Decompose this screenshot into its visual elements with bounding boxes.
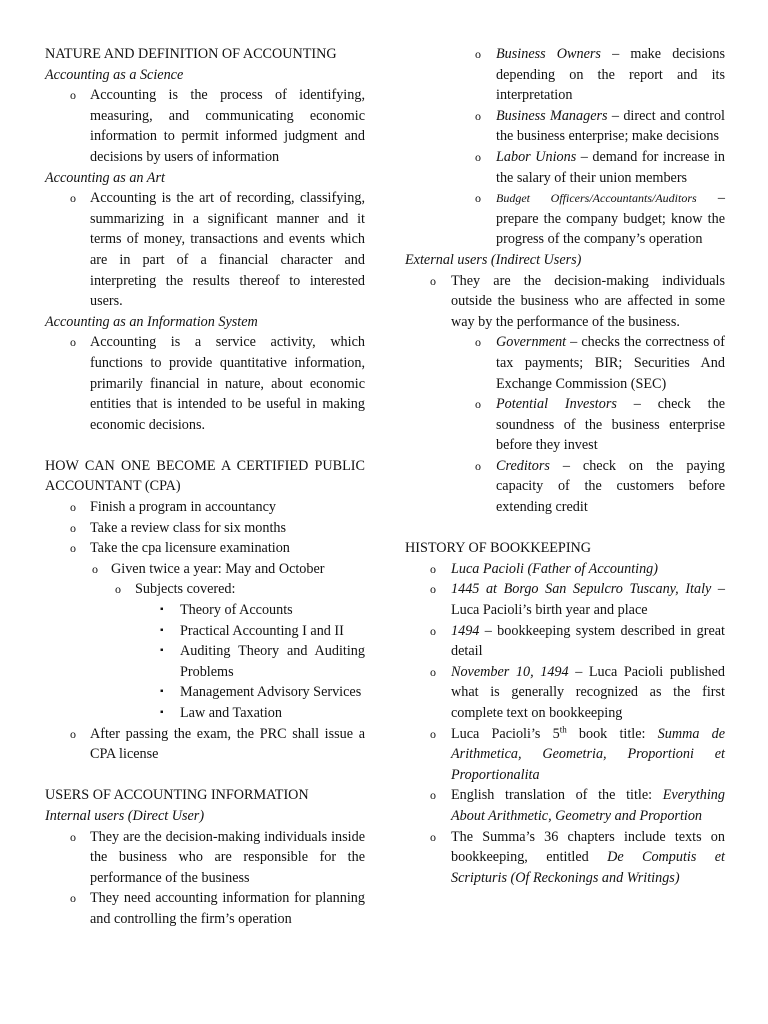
list-item bbox=[45, 641, 365, 682]
circle-bullet-icon: o bbox=[70, 500, 76, 515]
list-item bbox=[45, 85, 365, 167]
list-item bbox=[405, 827, 725, 889]
item-text bbox=[451, 827, 725, 889]
definition: – demand for increase in the salary of their union members bbox=[496, 148, 725, 186]
item-text: Given twice a year: May and October bbox=[111, 560, 325, 577]
list-item bbox=[405, 332, 725, 394]
circle-bullet-icon: o bbox=[475, 108, 481, 123]
spacer bbox=[45, 765, 365, 786]
left-column bbox=[45, 44, 365, 930]
book-title: Summa de Arithmetica, Geometria, Proportioni et Proportionalita bbox=[451, 725, 725, 783]
definition: – check on the paying capacity of the customers before extending credit bbox=[496, 457, 725, 516]
circle-bullet-icon: o bbox=[475, 191, 481, 206]
definition: – Luca Pacioli’s birth year and place bbox=[451, 581, 726, 619]
list-item bbox=[45, 888, 365, 929]
definition: – check the soundness of the business enterprise before they invest bbox=[496, 396, 725, 454]
item-text bbox=[496, 188, 725, 250]
square-bullet-icon: ▪ bbox=[160, 645, 164, 657]
text-part: book title: bbox=[566, 725, 658, 742]
book-title: Everything About Arithmetic, Geometry and Proportion bbox=[451, 787, 725, 824]
circle-bullet-icon: o bbox=[430, 829, 436, 844]
definition: – prepare the company budget; know the progress of the company’s operation bbox=[496, 190, 725, 248]
list-item bbox=[45, 682, 365, 703]
item-text bbox=[496, 106, 725, 147]
superscript: th bbox=[559, 723, 567, 734]
list-item bbox=[45, 518, 365, 539]
term: Luca Pacioli (Father of Accounting) bbox=[451, 560, 658, 577]
square-bullet-icon: ▪ bbox=[160, 624, 164, 636]
term: Creditors bbox=[496, 457, 550, 474]
item-text: Take the cpa licensure examination bbox=[90, 540, 290, 557]
circle-bullet-icon: o bbox=[430, 726, 436, 741]
circle-bullet-icon: o bbox=[70, 829, 76, 844]
circle-bullet-icon: o bbox=[475, 149, 481, 164]
item-text: After passing the exam, the PRC shall issue a CPA license bbox=[90, 725, 365, 763]
circle-bullet-icon: o bbox=[70, 520, 76, 535]
subheading-art: Accounting as an Art bbox=[45, 169, 165, 186]
circle-bullet-icon: o bbox=[430, 623, 436, 638]
circle-bullet-icon: o bbox=[70, 726, 76, 741]
circle-bullet-icon: o bbox=[70, 541, 76, 556]
square-bullet-icon: ▪ bbox=[160, 707, 164, 718]
list-item bbox=[45, 188, 365, 312]
circle-bullet-icon: o bbox=[92, 561, 98, 576]
definition: – bookkeeping system described in great detail bbox=[451, 622, 725, 660]
item-text bbox=[496, 394, 725, 456]
list-item bbox=[45, 559, 365, 580]
term: 1494 bbox=[451, 622, 480, 639]
list-item bbox=[45, 600, 365, 621]
item-text: Accounting is the process of identifying, measuring, and communicating economic information to permit informed judgment and decisions by users of information bbox=[90, 87, 365, 165]
list-item bbox=[405, 44, 725, 106]
text-part: The Summa’s 36 chapters include texts on bookkeeping, entitled bbox=[451, 828, 725, 866]
square-bullet-icon: ▪ bbox=[160, 604, 164, 616]
list-item bbox=[45, 332, 365, 435]
list-item bbox=[405, 394, 725, 456]
circle-bullet-icon: o bbox=[70, 88, 76, 103]
section-heading-cpa: HOW CAN ONE BECOME A CERTIFIED PUBLIC ACCOUNTANT (CPA) bbox=[45, 457, 365, 495]
item-text bbox=[496, 44, 725, 106]
subheading-internal-users: Internal users (Direct User) bbox=[45, 807, 205, 824]
list-item bbox=[405, 662, 725, 724]
definition: – checks the correctness of tax payments; BIR; Securities And Exchange Commission (SEC) bbox=[496, 334, 725, 392]
item-text: Subjects covered: bbox=[135, 581, 236, 598]
item-text bbox=[451, 662, 725, 724]
definition: – make decisions depending on the report and its interpretation bbox=[496, 46, 725, 104]
book-title: De Computis et Scripturis (Of Reckonings and Writings) bbox=[451, 849, 725, 886]
item-text bbox=[496, 456, 725, 518]
item-text: They are the decision-making individuals inside the business who are responsible for the performance of the business bbox=[90, 828, 365, 886]
circle-bullet-icon: o bbox=[70, 191, 76, 206]
term: Labor Unions bbox=[496, 148, 577, 165]
list-item bbox=[45, 827, 365, 889]
text-part: English translation of the title: bbox=[451, 787, 663, 804]
circle-bullet-icon: o bbox=[475, 458, 481, 473]
square-bullet-icon: ▪ bbox=[160, 686, 164, 698]
list-item bbox=[45, 579, 365, 600]
list-item bbox=[405, 106, 725, 147]
item-text: They need accounting information for planning and controlling the firm’s operation bbox=[90, 890, 365, 927]
section-heading-nature: NATURE AND DEFINITION OF ACCOUNTING bbox=[45, 46, 337, 62]
circle-bullet-icon: o bbox=[430, 561, 436, 576]
list-item bbox=[405, 147, 725, 188]
list-item bbox=[45, 724, 365, 765]
term: Budget Officers/Accountants/Auditors bbox=[496, 191, 697, 206]
list-item bbox=[45, 497, 365, 518]
item-text: Accounting is a service activity, which functions to provide quantitative information, primarily financial in nature, about economic entities that is intended to be useful in making economic decisions. bbox=[90, 334, 365, 433]
circle-bullet-icon: o bbox=[475, 47, 481, 61]
section-heading-users: USERS OF ACCOUNTING INFORMATION bbox=[45, 787, 309, 804]
circle-bullet-icon: o bbox=[70, 891, 76, 906]
term: 1445 at Borgo San Sepulcro Tuscany, Italy bbox=[451, 581, 712, 598]
list-item bbox=[405, 456, 725, 518]
list-item bbox=[45, 703, 365, 724]
list-item bbox=[405, 271, 725, 333]
list-item bbox=[405, 559, 725, 580]
item-text: They are the decision-making individuals outside the business who are affected in some way by the performance of the business. bbox=[451, 272, 725, 330]
subheading-external-users: External users (Indirect Users) bbox=[405, 251, 582, 268]
list-item bbox=[405, 785, 725, 826]
item-text: Management Advisory Services bbox=[180, 684, 362, 701]
definition: – direct and control the business enterprise; make decisions bbox=[496, 107, 725, 145]
list-item bbox=[405, 621, 725, 662]
right-column bbox=[405, 44, 725, 888]
circle-bullet-icon: o bbox=[430, 664, 436, 679]
term: Government bbox=[496, 334, 567, 351]
circle-bullet-icon: o bbox=[430, 273, 436, 288]
subheading-information-system: Accounting as an Information System bbox=[45, 313, 258, 330]
list-item bbox=[405, 579, 725, 620]
text-part: Luca Pacioli’s 5 bbox=[451, 725, 560, 742]
item-text: Practical Accounting I and II bbox=[180, 622, 344, 639]
item-text bbox=[451, 785, 725, 826]
circle-bullet-icon: o bbox=[430, 788, 436, 803]
item-text: Law and Taxation bbox=[180, 705, 282, 721]
circle-bullet-icon: o bbox=[475, 397, 481, 412]
item-text bbox=[496, 147, 725, 188]
circle-bullet-icon: o bbox=[115, 582, 121, 597]
item-text bbox=[496, 332, 725, 394]
item-text bbox=[451, 621, 725, 662]
section-heading-history: HISTORY OF BOOKKEEPING bbox=[405, 540, 592, 557]
list-item bbox=[45, 538, 365, 559]
item-text bbox=[451, 559, 725, 580]
term: Business Managers bbox=[496, 107, 608, 124]
spacer bbox=[405, 518, 725, 539]
item-text: Auditing Theory and Auditing Problems bbox=[180, 643, 365, 680]
item-text: Finish a program in accountancy bbox=[90, 499, 276, 516]
subheading-science: Accounting as a Science bbox=[45, 66, 184, 83]
circle-bullet-icon: o bbox=[70, 335, 76, 350]
term: November 10, 1494 bbox=[451, 663, 569, 680]
circle-bullet-icon: o bbox=[475, 335, 481, 350]
list-item bbox=[405, 188, 725, 250]
item-text bbox=[451, 579, 725, 620]
item-text bbox=[451, 724, 725, 786]
item-text: Theory of Accounts bbox=[180, 602, 293, 619]
list-item bbox=[45, 621, 365, 642]
spacer bbox=[45, 435, 365, 456]
definition: – Luca Pacioli published what is generally recognized as the first complete text on bookkeeping bbox=[451, 663, 725, 721]
item-text: Accounting is the art of recording, classifying, summarizing in a significant manner and it terms of money, transactions and events which are in part of a financial character and interpreting the results thereof to interested users. bbox=[90, 190, 365, 310]
item-text: Take a review class for six months bbox=[90, 519, 286, 536]
term: Potential Investors bbox=[496, 396, 617, 413]
term: Business Owners bbox=[496, 46, 601, 62]
circle-bullet-icon: o bbox=[430, 582, 436, 597]
list-item bbox=[405, 724, 725, 786]
